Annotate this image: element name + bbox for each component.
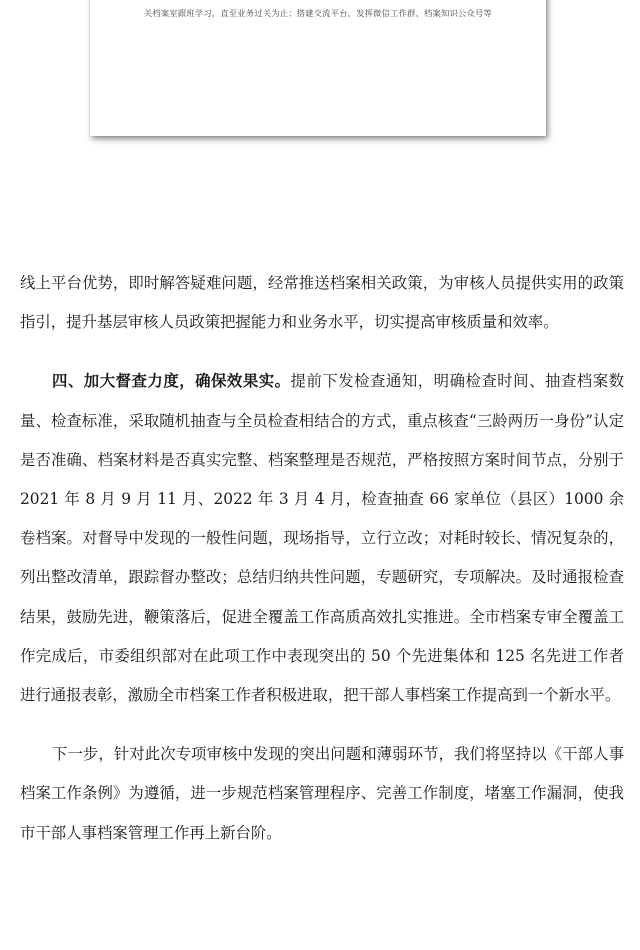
embedded-document-image bbox=[90, 0, 546, 136]
embedded-page-text-line: 关档案室跟班学习，直至业务过关为止；搭建交流平台，发挥微信工作群、档案知识公众号等 bbox=[144, 8, 492, 18]
paragraph-supervision-text: 提前下发检查通知，明确检查时间、抽查档案数量、检查标准，采取随机抽查与全员检查相结合的方式，重点核查“三龄两历一身份”认定是否准确、档案材料是否真实完整、档案整理是否规范，严格按照方案时间节点，分别于 2021 年 8 月 9 月 11 月、2022 年 3 月 4 月，检查抽查 66 家单位（县区）1000 余卷档案。对督导中发现的一般性问题，现场指导，立行立改；对耗时较长、情况复杂的，列出整改清单，跟踪督办整改；总结归纳共性问题，专题研究，专项解决。及时通报检查结果，鼓励先进，鞭策落后，促进全覆盖工作高质高效扎实推进。全市档案专审全覆盖工作完成后，市委组织部对在此项工作中表现突出的 50 个先进集体和 125 名先进工作者进行通报表彰，激励全市档案工作者积极进取，把干部人事档案工作提高到一个新水平。 bbox=[20, 372, 624, 705]
section-heading-four: 四、加大督查力度，确保效果实。 bbox=[52, 372, 291, 391]
article-body bbox=[20, 264, 624, 873]
paragraph-next-step: 下一步，针对此次专项审核中发现的突出问题和薄弱环节，我们将坚持以《干部人事档案工作条例》为遵循，进一步规范档案管理程序、完善工作制度，堵塞工作漏洞，使我市干部人事档案管理工作再上新台阶。 bbox=[20, 745, 624, 842]
paragraph-platform: 线上平台优势，即时解答疑难问题，经常推送档案相关政策，为审核人员提供实用的政策指引，提升基层审核人员政策把握能力和业务水平，切实提高审核质量和效率。 bbox=[20, 274, 624, 332]
paragraph-supervision bbox=[20, 362, 624, 715]
